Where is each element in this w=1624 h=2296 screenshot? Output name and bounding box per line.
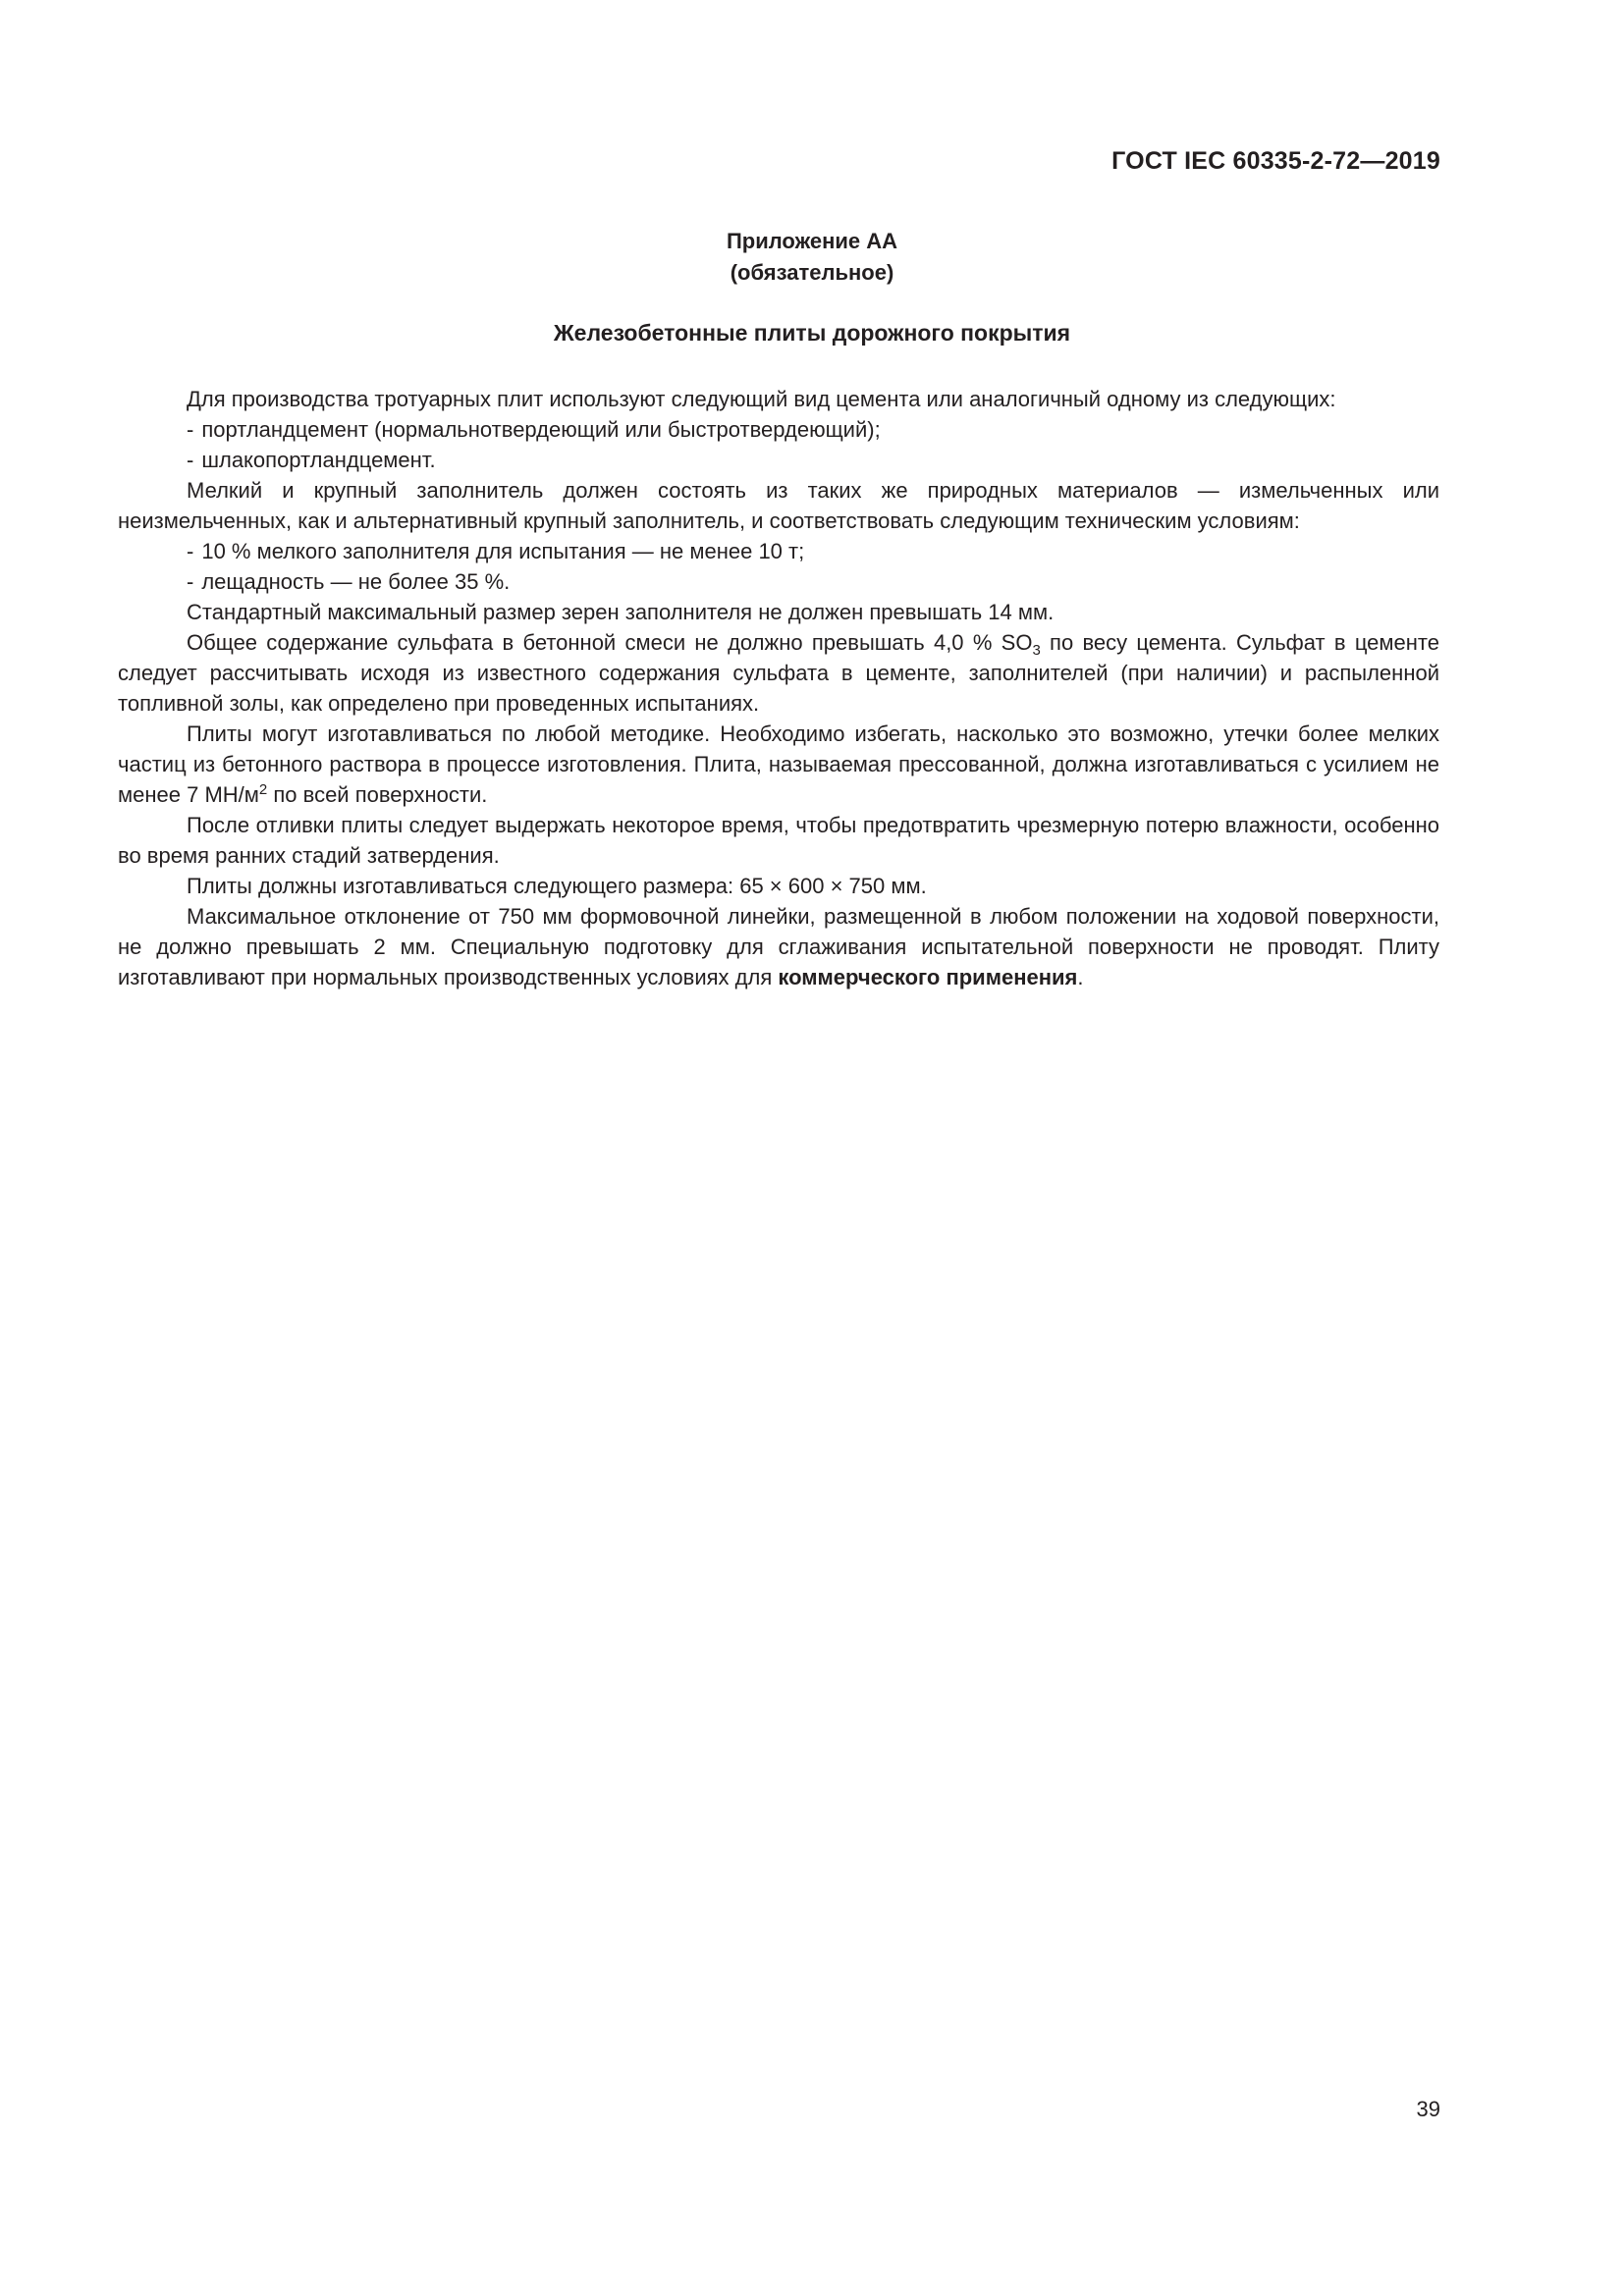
list-item: - портландцемент (нормальнотвердеющий или быстротвердеющий); [187, 417, 881, 442]
list-item: - 10 % мелкого заполнителя для испытания — не менее 10 т; [187, 539, 805, 563]
paragraph-manufacturing: Плиты могут изготавливаться по любой методике. Необходимо избегать, насколько это возможно, утечки более мелких частиц из бетонного раствора в процессе изготовления. Плита, называемая прессованной, должна изготавливаться с усилием не менее 7 $МН/м^2$ по всей поверхности. [118, 721, 1439, 807]
annex-status: (обязательное) [730, 260, 894, 285]
paragraph-dimensions: Плиты должны изготавливаться следующего размера: 65 × 600 × 750 мм. [187, 874, 927, 898]
document-id-header: ГОСТ IEC 60335-2-72—2019 [1111, 147, 1440, 175]
document-body [118, 384, 1439, 992]
section-heading: Железобетонные плиты дорожного покрытия [553, 320, 1071, 346]
paragraph-sulfate: Общее содержание сульфата в бетонной смеси не должно превышать 4,0 % $SO_3$ по весу цемента. Сульфат в цементе следует рассчитывать исходя из известного содержания сульфата в цементе, заполнителей (при наличии) и распыленной топливной золы, как определено при проведенных испытаниях. [118, 630, 1439, 716]
annex-title-block [0, 226, 1624, 289]
paragraph-curing: После отливки плиты следует выдержать некоторое время, чтобы предотвратить чрезмерную потерю влажности, особенно во время ранних стадий затвердения. [118, 813, 1439, 868]
annex-title: Приложение АА [726, 229, 898, 253]
paragraph-deviation: Максимальное отклонение от 750 мм формовочной линейки, размещенной в любом положении на ходовой поверхности, не должно превышать 2 мм. Специальную подготовку для сглаживания испытательной поверхности не проводят. Плиту изготавливают при нормальных производственных условиях для коммерческого применения. [118, 904, 1439, 989]
paragraph-grain-size: Стандартный максимальный размер зерен заполнителя не должен превышать 14 мм. [187, 600, 1055, 624]
paragraph-cement-types: Для производства тротуарных плит используют следующий вид цемента или аналогичный одному из следующих: [187, 387, 1336, 411]
page-number: 39 [1416, 2097, 1440, 2121]
list-item: - шлакопортландцемент. [187, 448, 436, 472]
paragraph-aggregate: Мелкий и крупный заполнитель должен состоять из таких же природных материалов — измельченных или неизмельченных, как и альтернативный крупный заполнитель, и соответствовать следующим техническим условиям: [118, 478, 1439, 533]
list-item: - лещадность — не более 35 %. [187, 569, 511, 594]
